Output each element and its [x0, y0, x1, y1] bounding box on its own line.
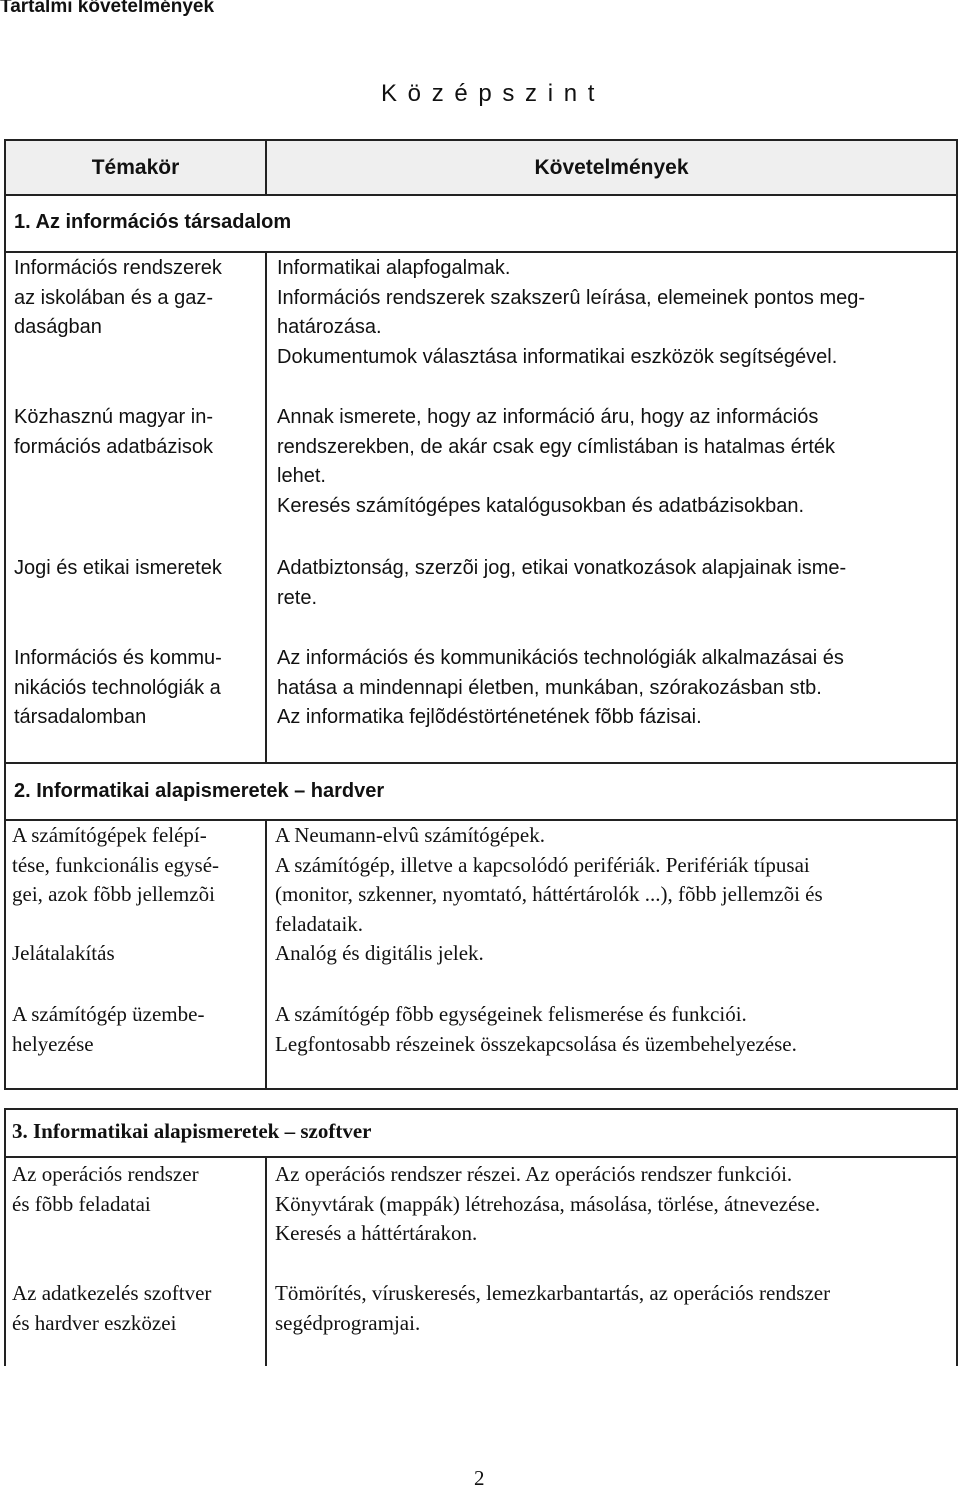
section-1-row-3-requirements: Adatbiztonság, szerzõi jog, etikai vonatkozások alapjainak isme- rete.: [277, 557, 847, 609]
section-3-top-border: [4, 1108, 958, 1110]
section-1-row-4-requirements: Az információs és kommunikációs technológiák alkalmazásai és hatása a mindennapi életben, munkában, szórakozásban stb. Az informatika fejlõdéstörténetének fõbb fázisai.: [277, 647, 844, 729]
header-topic-cell: [4, 139, 267, 196]
section-3-row-2-topic: Az adatkezelés szoftver és hardver eszközei: [12, 1281, 212, 1335]
section-1-row-2-requirements: Annak ismerete, hogy az információ áru, hogy az információs rendszerekben, de akár csak egy címlistában is hatalmas érték lehet. Keresés számítógépes katalógusokban és adatbázisokban.: [277, 406, 836, 517]
section-1-title-divider: [4, 251, 958, 253]
section-1-title: 1. Az információs társadalom: [14, 211, 292, 233]
section-3-left-border: [4, 1108, 6, 1366]
section-1-row-1-requirements: Informatikai alapfogalmak. Információs rendszerek szakszerû leírása, elemeinek pontos meg- határozása. Dokumentumok választása informatikai eszközök segítségével.: [277, 257, 866, 368]
section-1-row-3-topic: Jogi és etikai ismeretek: [14, 557, 222, 579]
section-1-column-divider: [265, 251, 267, 763]
section-2-title: 2. Informatikai alapismeretek – hardver: [14, 780, 385, 802]
section-3-column-divider: [265, 1156, 267, 1366]
section-3-row-2-requirements: Tömörítés, víruskeresés, lemezkarbantartás, az operációs rendszer segédprogramjai.: [275, 1281, 831, 1335]
header-requirements-cell: [265, 139, 958, 196]
section-3-title: 3. Informatikai alapismeretek – szoftver: [12, 1119, 372, 1143]
level-title: K ö z é p s z i n t: [381, 80, 597, 107]
header-requirements-label: Követelmények: [534, 155, 689, 179]
section-1-row-2-topic: Közhasznú magyar in- formációs adatbázisok: [14, 406, 213, 458]
section-1-row-4-topic: Információs és kommu- nikációs technológiák a társadalomban: [14, 647, 222, 729]
page-number: 2: [474, 1466, 485, 1490]
section-3-row-1-topic: Az operációs rendszer és fõbb feladatai: [12, 1162, 199, 1216]
header-topic-label: Témakör: [91, 155, 180, 179]
section-2-row-2-requirements: A számítógép fõbb egységeinek felismerése és funkciói. Legfontosabb részeinek összekapcsolása és üzembehelyezése.: [275, 1002, 797, 1056]
section-3-row-1-requirements: Az operációs rendszer részei. Az operációs rendszer funkciói. Könyvtárak (mappák) létrehozása, másolása, törlése, átnevezése. Keresés a háttértárakon.: [275, 1162, 821, 1246]
section-3-title-divider: [4, 1156, 958, 1158]
page-heading: Tartalmi követelmények: [0, 0, 215, 17]
section-2-row-1-requirements: A Neumann-elvû számítógépek. A számítógép, illetve a kapcsolódó perifériák. Perifériák típusai (monitor, szkenner, nyomtató, háttértárolók ...), fõbb jellemzõi és feladataik. Analóg és digitális jelek.: [275, 823, 823, 966]
section-1-row-1-topic: Információs rendszerek az iskolában és a gaz- daságban: [14, 257, 222, 339]
section-2-row-2-topic: A számítógép üzembe- helyezése: [12, 1002, 205, 1056]
section-2-row-1-topic: A számítógépek felépí- tése, funkcionális egysé- gei, azok fõbb jellemzõi Jelátalakítás: [12, 823, 220, 966]
section-2-column-divider: [265, 819, 267, 1089]
section-3-right-border: [956, 1108, 958, 1366]
